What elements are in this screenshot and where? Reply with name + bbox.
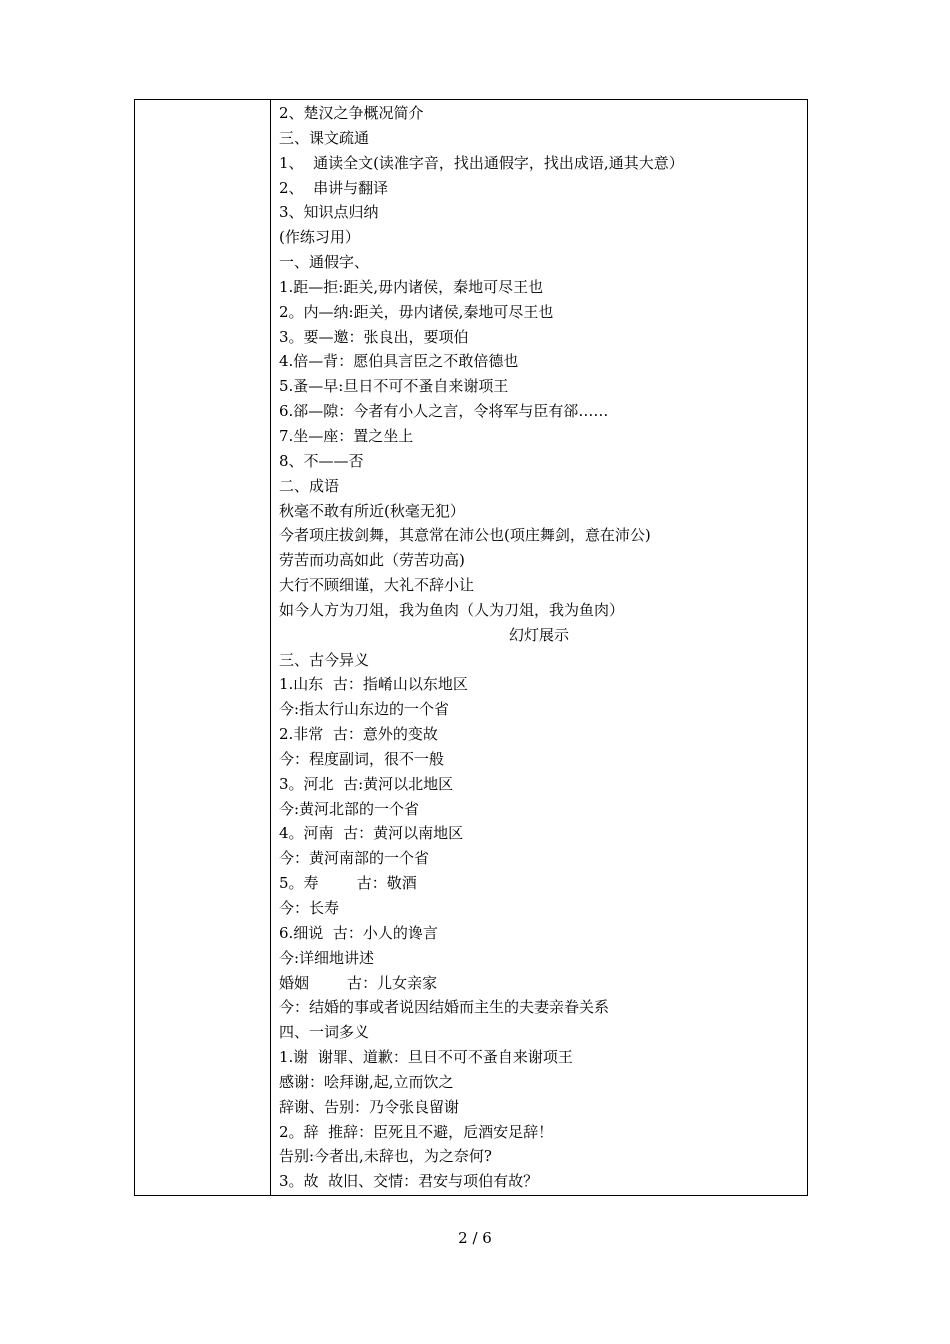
text-line: 7.坐—座：置之坐上 [279,426,414,445]
text-line: 1.山东 古：指崤山以东地区 [279,675,468,694]
text-line: 1.谢 谢罪、道歉：旦日不可不蚤自来谢项王 [279,1048,573,1067]
text-line: 婚姻 古：儿女亲家 [279,973,438,992]
text-line: 秋毫不敢有所近(秋毫无犯） [279,501,465,520]
text-line: 今:详细地讲述 [279,948,375,967]
text-line: 2、 串讲与翻译 [279,178,389,197]
text-line: 劳苦而功高如此（劳苦功高) [279,551,465,570]
text-line: 3。河北 古:黄河以北地区 [279,774,454,793]
text-line: 4。河南 古：黄河以南地区 [279,824,464,843]
text-line: 5.蚤—早:旦日不可不蚤自来谢项王 [279,377,509,396]
text-line: 1、 通读全文(读准字音，找出通假字，找出成语,通其大意） [279,153,684,172]
text-line: 二、成语 [279,476,340,495]
text-line: 四、一词多义 [279,1023,370,1042]
text-line: 3。要—邀：张良出，要项伯 [279,327,469,346]
text-line: 今:黄河北部的一个省 [279,799,420,818]
text-line: 8、不——否 [279,451,364,470]
text-line: 2.非常 古：意外的变故 [279,725,438,744]
text-line: 6.细说 古：小人的谗言 [279,923,438,942]
text-line: 辞谢、告别：乃令张良留谢 [279,1097,460,1116]
text-line: 2。内—纳:距关，毋内诸侯,秦地可尽王也 [279,302,554,321]
slideshow-note: 幻灯展示 [508,625,569,644]
text-line: 今：长寿 [279,899,340,917]
text-line: 今：黄河南部的一个省 [279,849,430,868]
text-line: 6.郤—隙：今者有小人之言，令将军与臣有郤…… [279,402,609,421]
text-line: 1.距—拒:距关,毋内诸侯，秦地可尽王也 [279,277,544,296]
text-line: 2、楚汉之争概况简介 [279,104,424,122]
text-line: 三、课文疏通 [279,128,370,147]
text-line: 今：程度副词，很不一般 [279,749,445,768]
text-line: 如今人方为刀俎，我为鱼肉（人为刀俎，我为鱼肉） [279,600,625,619]
left-column-empty-cell [135,100,271,1195]
text-line: 4.倍—背：愿伯具言臣之不敢倍德也 [279,352,519,371]
text-line: 2。辞 推辞：臣死且不避，卮酒安足辞！ [279,1122,554,1141]
text-line: 3。故 故旧、交情：君安与项伯有故？ [279,1172,539,1191]
page-number: 2 / 6 [458,1229,492,1247]
text-line: 一、通假字、 [279,253,370,272]
text-line: 今:指太行山东边的一个省 [279,700,450,719]
text-line: 今者项庄拔剑舞，其意常在沛公也(项庄舞剑，意在沛公) [279,526,651,545]
content-cell [271,100,807,1195]
text-line: 今：结婚的事或者说因结婚而主生的夫妻亲眷关系 [279,998,610,1017]
text-line: 大行不顾细谨，大礼不辞小让 [279,576,475,595]
text-line: 3、知识点归纳 [279,203,379,222]
text-line: 5。寿 古：敬酒 [279,874,417,893]
text-line: 感谢：哙拜谢,起,立而饮之 [279,1072,454,1091]
text-line: 告别:今者出,未辞也，为之奈何? [279,1147,492,1166]
text-line: (作练习用） [279,228,360,247]
lesson-table [134,99,808,1196]
text-line: 三、古今异义 [279,650,370,669]
